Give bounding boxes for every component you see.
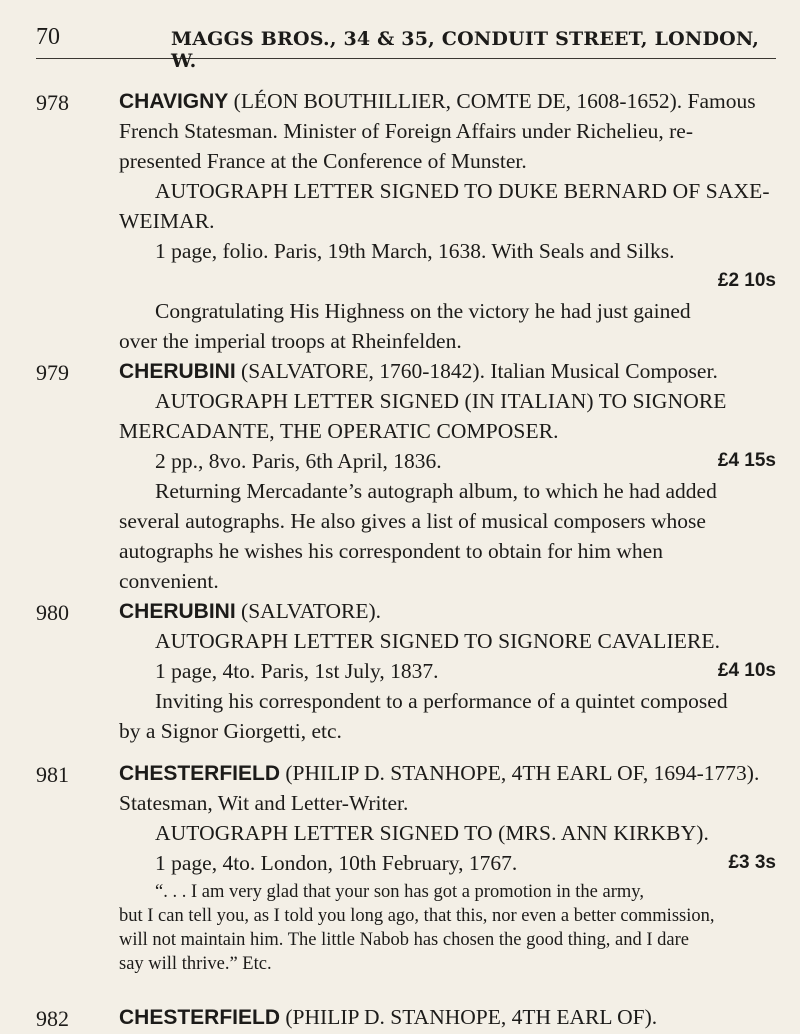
letter-description: AUTOGRAPH LETTER SIGNED TO DUKE BERNARD OF SAXE- (155, 179, 770, 203)
entry-line: Inviting his correspondent to a performance of a quintet composed (155, 689, 728, 713)
entry-heading: CHESTERFIELD (PHILIP D. STANHOPE, 4TH EARL OF, 1694-1773). (119, 761, 760, 785)
collation: 2 pp., 8vo. Paris, 6th April, 1836. (155, 449, 442, 473)
author-name: CHESTERFIELD (119, 1006, 281, 1029)
entry-line: Returning Mercadante’s autograph album, to which he had added (155, 479, 717, 503)
collation: 1 page, 4to. London, 10th February, 1767. (155, 851, 518, 875)
entry-line: several autographs. He also gives a list of musical composers whose (119, 509, 706, 533)
letter-description: MERCADANTE, THE OPERATIC COMPOSER. (119, 419, 559, 443)
quotation-line: but I can tell you, as I told you long ago, that this, nor even a better commission, (119, 906, 715, 926)
entry-heading: CHESTERFIELD (PHILIP D. STANHOPE, 4TH EARL OF). (119, 1005, 658, 1029)
entry-line: autographs he wishes his correspondent to obtain for him when (119, 539, 663, 563)
lot-number: 979 (36, 360, 69, 385)
quotation-line: will not maintain him. The little Nabob has chosen the good thing, and I dare (119, 930, 689, 950)
lot-number: 978 (36, 90, 69, 115)
entry-heading: CHERUBINI (SALVATORE). (119, 599, 382, 623)
entry-line: by a Signor Giorgetti, etc. (119, 719, 342, 743)
letter-description: AUTOGRAPH LETTER SIGNED TO (MRS. ANN KIRKBY). (155, 821, 709, 845)
letter-description: WEIMAR. (119, 209, 215, 233)
author-name: CHAVIGNY (119, 90, 229, 113)
price: £4 15s (717, 450, 776, 471)
entry-heading: CHAVIGNY (LÉON BOUTHILLIER, COMTE DE, 1608-1652). Famous (119, 89, 756, 113)
page-number: 70 (36, 24, 60, 50)
running-head: MAGGS BROS., 34 & 35, CONDUIT STREET, LONDON, W. (171, 28, 760, 72)
collation: 1 page, 4to. Paris, 1st July, 1837. (155, 659, 439, 683)
price: £3 3s (728, 852, 776, 873)
entry-line: Statesman, Wit and Letter-Writer. (119, 791, 409, 815)
quotation-line: “. . . I am very glad that your son has got a promotion in the army, (155, 882, 644, 902)
entry-line: presented France at the Conference of Munster. (119, 149, 527, 173)
lot-number: 982 (36, 1006, 69, 1031)
letter-description: AUTOGRAPH LETTER SIGNED (IN ITALIAN) TO SIGNORE (155, 389, 727, 413)
price: £2 10s (717, 270, 776, 291)
author-name: CHERUBINI (119, 360, 236, 383)
quotation-line: say will thrive.” Etc. (119, 954, 272, 974)
entry-line: Congratulating His Highness on the victory he had just gained (155, 299, 691, 323)
lot-number: 980 (36, 600, 69, 625)
price: £4 10s (717, 660, 776, 681)
entry-line: French Statesman. Minister of Foreign Affairs under Richelieu, re- (119, 119, 693, 143)
collation: 1 page, folio. Paris, 19th March, 1638. With Seals and Silks. (155, 239, 675, 263)
author-name: CHERUBINI (119, 600, 236, 623)
entry-line: convenient. (119, 569, 219, 593)
author-name: CHESTERFIELD (119, 762, 281, 785)
running-header (36, 14, 776, 72)
letter-description: AUTOGRAPH LETTER SIGNED TO SIGNORE CAVALIERE. (155, 629, 721, 653)
entry-heading: CHERUBINI (SALVATORE, 1760-1842). Italian Musical Composer. (119, 359, 718, 383)
lot-number: 981 (36, 762, 69, 787)
entry-line: over the imperial troops at Rheinfelden. (119, 329, 462, 353)
